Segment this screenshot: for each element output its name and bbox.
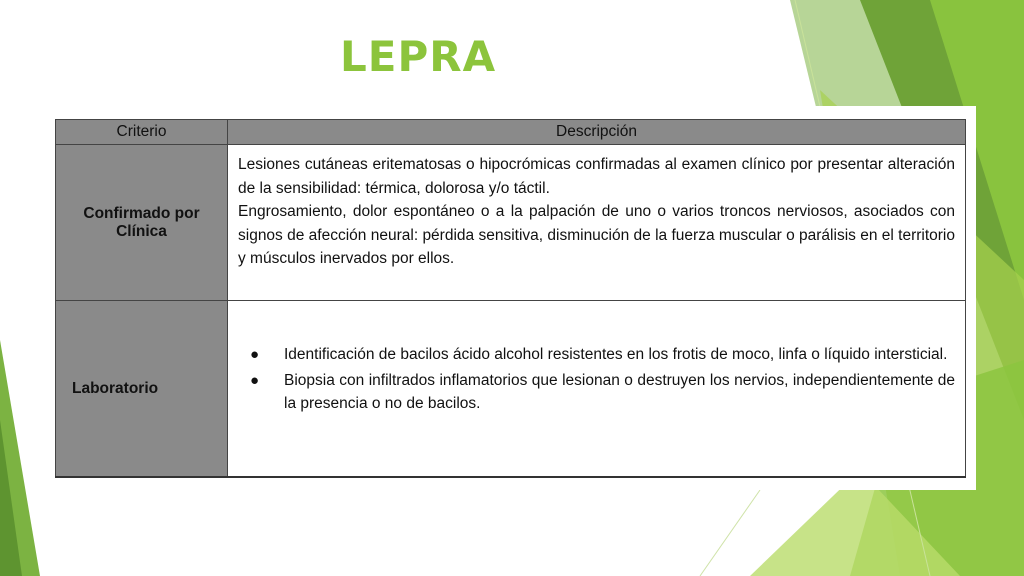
bullet-icon: ●: [250, 371, 260, 389]
criteria-table-card: [52, 106, 976, 490]
table-row: [56, 145, 966, 301]
description-paragraph: Lesiones cutáneas eritematosas o hipocrómicas confirmadas al examen clínico por presentar alteración de la sensibilidad: térmica, dolorosa y/o táctil.: [238, 156, 955, 197]
column-header-descripcion: Descripción: [228, 120, 966, 145]
list-item: [250, 369, 955, 416]
description-cell: [228, 145, 966, 301]
criterion-label: Confirmado por Clínica: [83, 204, 200, 240]
slide-title: LEPRA: [340, 32, 497, 81]
list-item: [250, 343, 955, 367]
list-item-text: Identificación de bacilos ácido alcohol resistentes en los frotis de moco, linfa o líquido intersticial.: [284, 346, 948, 363]
description-paragraph: Engrosamiento, dolor espontáneo o a la palpación de uno o varios troncos nerviosos, asociados con signos de afección neural: pérdida sensitiva, disminución de la fuerza muscular o parálisis en el territorio y músculos inervados por ellos.: [238, 203, 955, 267]
column-header-criterio: Criterio: [56, 120, 228, 145]
description-cell: [228, 301, 966, 478]
criterion-label: Laboratorio: [72, 379, 159, 397]
table-row: [56, 301, 966, 478]
list-item-text: Biopsia con infiltrados inflamatorios que lesionan o destruyen los nervios, independientemente de la presencia o no de bacilos.: [284, 371, 955, 412]
criterion-cell: [56, 145, 228, 301]
bullet-icon: ●: [250, 346, 260, 363]
table-header-row: [56, 120, 966, 145]
lab-criteria-list: [228, 301, 965, 416]
criteria-table: [55, 119, 966, 478]
criterion-cell: [56, 301, 228, 478]
